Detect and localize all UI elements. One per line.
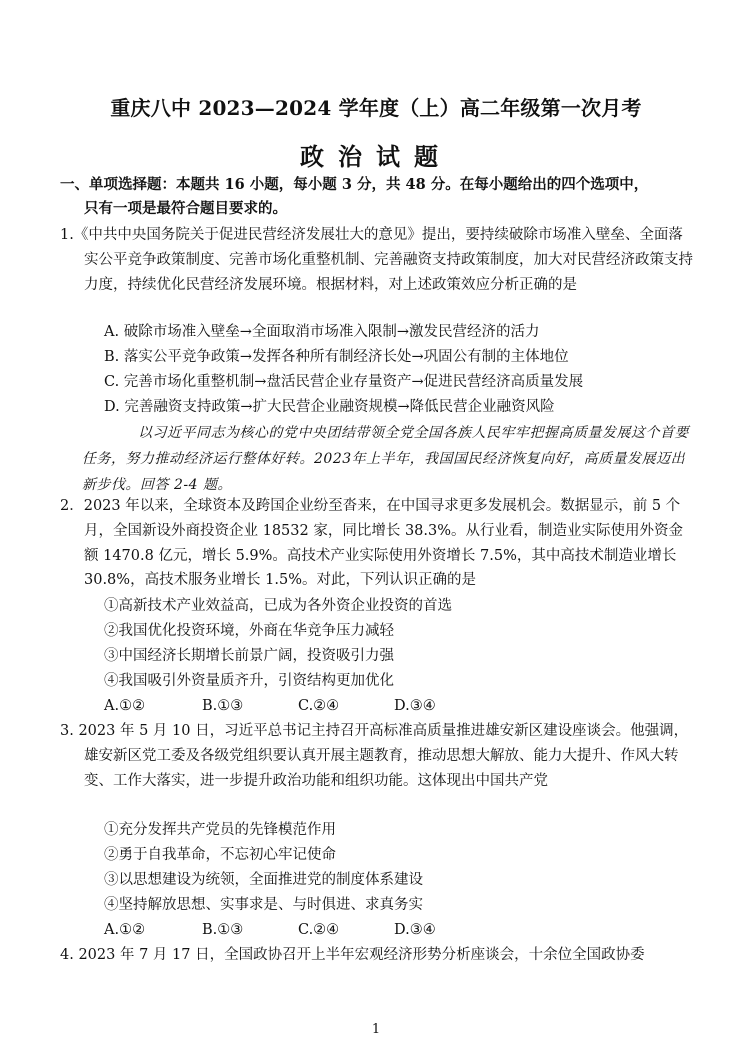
question-3-choices bbox=[104, 918, 436, 942]
question-3-choice-b: B.①③ bbox=[202, 922, 244, 938]
section-heading-2: 只有一项是最符合题目要求的。 bbox=[84, 200, 287, 217]
exam-subject: 政治试题 bbox=[300, 142, 452, 171]
question-2-choice-d: D.③④ bbox=[394, 698, 436, 714]
question-1-option-b: B. 落实公平竞争政策→发挥各种所有制经济长处→巩固公有制的主体地位 bbox=[104, 349, 569, 365]
question-2-choice-b: B.①③ bbox=[202, 698, 244, 714]
question-2-stem bbox=[60, 494, 695, 593]
question-1-option-a: A. 破除市场准入壁垒→全面取消市场准入限制→激发民营经济的活力 bbox=[104, 324, 540, 340]
question-3-item-1: ①充分发挥共产党员的先锋模范作用 bbox=[104, 822, 336, 838]
question-1-text: 1.《中共中央国务院关于促进民营经济发展壮大的意见》提出，要持续破除市场准入壁垒、全面落实公平竞争政策制度、完善市场化重整机制、完善融资支持政策制度，加大对民营经济政策支持力度，持续优化民营经济发展环境。根据材料，对上述政策效应分析正确的是 bbox=[60, 227, 693, 293]
exam-title: 重庆八中 2023—2024 学年度（上）高二年级第一次月考 bbox=[110, 96, 642, 120]
reading-intro-text: 以习近平同志为核心的党中央团结带领全党全国各族人民牢牢把握高质量发展这个首要任务，努力推动经济运行整体好转。2023年上半年，我国国民经济恢复向好，高质量发展迈出新步伐。回答 2-4 题。 bbox=[82, 425, 689, 493]
question-3-item-2: ②勇于自我革命，不忘初心牢记使命 bbox=[104, 847, 336, 863]
question-4-stem: 4. 2023 年 7 月 17 日，全国政协召开上半年宏观经济形势分析座谈会，十余位全国政协委 bbox=[60, 947, 645, 963]
question-2-item-2: ②我国优化投资环境，外商在华竞争压力减轻 bbox=[104, 623, 394, 639]
question-3-item-3: ③以思想建设为统领，全面推进党的制度体系建设 bbox=[104, 872, 423, 888]
question-3-choice-a: A.①② bbox=[104, 922, 146, 938]
question-1-option-c: C. 完善市场化重整机制→盘活民营企业存量资产→促进民营经济高质量发展 bbox=[104, 374, 584, 390]
question-2-choices bbox=[104, 694, 436, 718]
question-2-item-1: ①高新技术产业效益高，已成为各外资企业投资的首选 bbox=[104, 598, 452, 614]
question-3-choice-d: D.③④ bbox=[394, 922, 436, 938]
question-3-stem bbox=[60, 719, 695, 793]
page-number: 1 bbox=[371, 1022, 381, 1037]
question-1-stem bbox=[60, 223, 695, 297]
question-2-choice-a: A.①② bbox=[104, 698, 146, 714]
reading-intro bbox=[82, 420, 694, 498]
section-heading-1: 一、单项选择题：本题共 16 小题，每小题 3 分，共 48 分。在每小题给出的四个选项中， bbox=[60, 176, 649, 193]
question-2-text: 2．2023 年以来，全球资本及跨国企业纷至沓来，在中国寻求更多发展机会。数据显示，前 5 个月，全国新设外商投资企业 18532 家，同比增长 38.3%。从行业看，制造业实际使用外资金额 1470.8 亿元，增长 5.9%。高技术产业实际使用外资增长 7.5%，其中高技术制造业增长 30.8%，高技术服务业增长 1.5%。对此，下列认识正确的是 bbox=[60, 498, 684, 589]
question-2-item-3: ③中国经济长期增长前景广阔，投资吸引力强 bbox=[104, 648, 394, 664]
question-1-option-d: D. 完善融资支持政策→扩大民营企业融资规模→降低民营企业融资风险 bbox=[104, 399, 555, 415]
question-3-item-4: ④坚持解放思想、实事求是、与时俱进、求真务实 bbox=[104, 897, 423, 913]
question-3-text: 3. 2023 年 5 月 10 日，习近平总书记主持召开高标准高质量推进雄安新区建设座谈会。他强调，雄安新区党工委及各级党组织要认真开展主题教育，推动思想大解放、能力大提升、作风大转变、工作大落实，进一步提升政治功能和组织功能。这体现出中国共产党 bbox=[60, 723, 689, 789]
question-3-choice-c: C.②④ bbox=[298, 922, 340, 938]
question-2-choice-c: C.②④ bbox=[298, 698, 340, 714]
question-2-item-4: ④我国吸引外资量质齐升，引资结构更加优化 bbox=[104, 673, 394, 689]
